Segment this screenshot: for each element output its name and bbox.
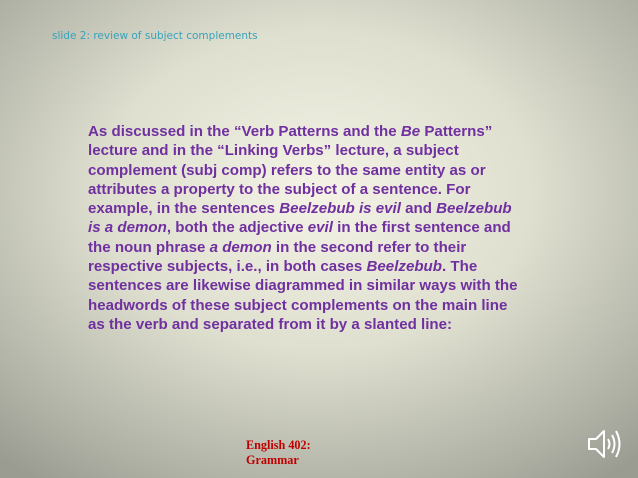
footer-line-course: English 402: [246, 438, 311, 452]
body-text-segment: Patterns” lecture and in the “Linking Verbs” lecture, a subject complement (subj comp) refers to the same entity as or attributes a property to the subject of a sentence. For example, in the sentences [88, 123, 493, 218]
body-text-segment: As discussed in the “Verb Patterns and the [88, 123, 401, 140]
body-text-italic: Beelzebub [366, 258, 442, 276]
body-text-italic: evil [307, 219, 333, 237]
body-text-segment: and [400, 200, 437, 218]
body-text-italic: a demon [209, 238, 272, 256]
body-text-italic: Beelzebub is evil [279, 200, 401, 218]
body-text-italic: Beelzebub is a demon [88, 200, 512, 237]
body-text-segment: . The sentences are likewise diagrammed in similar ways with the headwords of these subject complements on the main line as the verb and separated from it by a slanted line: [88, 258, 518, 333]
speaker-icon[interactable] [585, 422, 625, 466]
body-paragraph [88, 122, 528, 334]
body-text-segment: , both the adjective [166, 219, 308, 237]
footer-line-subject: Grammar [246, 453, 299, 467]
body-text-segment: in the first sentence and the noun phrase [88, 219, 511, 256]
course-footer [246, 438, 311, 468]
body-text-segment: in the second refer to their respective subjects, i.e., in both cases [88, 238, 467, 276]
body-text-italic: Be [400, 123, 421, 140]
slide-header: slide 2: review of subject complements [52, 30, 258, 42]
